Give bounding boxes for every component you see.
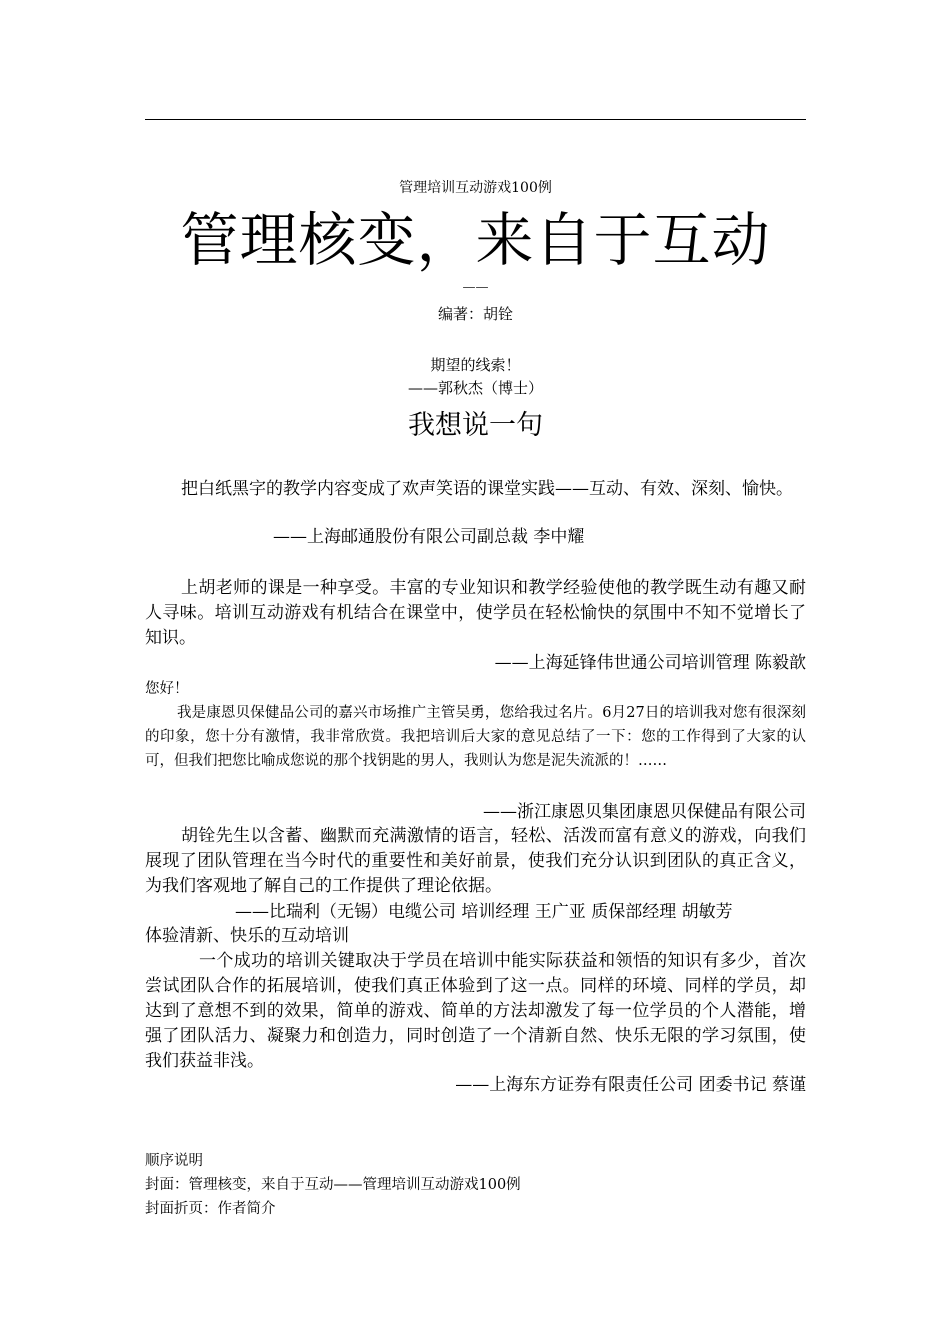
testimonial-text: 上胡老师的课是一种享受。丰富的专业知识和教学经验使他的教学既生动有趣又耐人寻味。培训互动游戏有机结合在课堂中，使学员在轻松愉快的氛围中不知不觉增长了知识。 <box>145 578 806 648</box>
testimonial-signature: ——比瑞利（无锡）电缆公司 培训经理 王广亚 质保部经理 胡敏芳 <box>235 902 733 922</box>
letter-greeting: 您好！ <box>145 681 189 697</box>
testimonial-text: 我是康恩贝保健品公司的嘉兴市场推广主管吴勇，您给我过名片。6月27日的培训我对您有很深刻的印象，您十分有激情，我非常欣赏。我把培训后大家的意见总结了一下：您的工作得到了大家的认可，但我们把您比喻成您说的那个找钥匙的男人，我则认为您是泥失流派的！…… <box>145 705 806 769</box>
epigraph-line: 期望的线索！ <box>430 356 521 374</box>
epigraph-attribution: ——郭秋杰（博士） <box>407 379 543 397</box>
book-subtitle: 管理培训互动游戏100例 <box>399 180 552 196</box>
order-heading: 顺序说明 <box>145 1153 203 1169</box>
testimonial-signature: ——上海延锋伟世通公司培训管理 陈毅歆 <box>494 653 806 673</box>
header-rule <box>145 119 806 120</box>
book-author: 编著：胡铨 <box>437 305 513 323</box>
order-item: 封面：管理核变，来自于互动——管理培训互动游戏100例 <box>145 1177 521 1193</box>
section-heading: 我想说一句 <box>408 410 543 441</box>
book-title: 管理核变，来自于互动 <box>180 206 771 274</box>
testimonial-signature: ——浙江康恩贝集团康恩贝保健品有限公司 <box>483 802 806 822</box>
testimonial-text: 一个成功的培训关键取决于学员在培训中能实际获益和领悟的知识有多少，首次尝试团队合作的拓展培训，使我们真正体验到了这一点。同样的环境、同样的学员，却达到了意想不到的效果，简单的游戏、简单的方法却激发了每一位学员的个人潜能，增强了团队活力、凝聚力和创造力，同时创造了一个清新自然、快乐无限的学习氛围，使我们获益非浅。 <box>145 951 806 1071</box>
testimonial-text: 胡铨先生以含蓄、幽默而充满激情的语言，轻松、活泼而富有意义的游戏，向我们展现了团队管理在当今时代的重要性和美好前景，使我们充分认识到团队的真正含义，为我们客观地了解自己的工作提供了理论依据。 <box>145 826 806 896</box>
order-item: 封面折页：作者简介 <box>145 1201 276 1217</box>
testimonial-heading: 体验清新、快乐的互动培训 <box>145 926 349 946</box>
testimonial-signature: ——上海东方证券有限责任公司 团委书记 蔡谨 <box>455 1075 806 1095</box>
title-dash: —— <box>462 280 489 295</box>
testimonial-signature: ——上海邮通股份有限公司副总裁 李中耀 <box>273 527 585 547</box>
testimonial-text: 把白纸黑字的教学内容变成了欢声笑语的课堂实践——互动、有效、深刻、愉快。 <box>181 479 793 499</box>
